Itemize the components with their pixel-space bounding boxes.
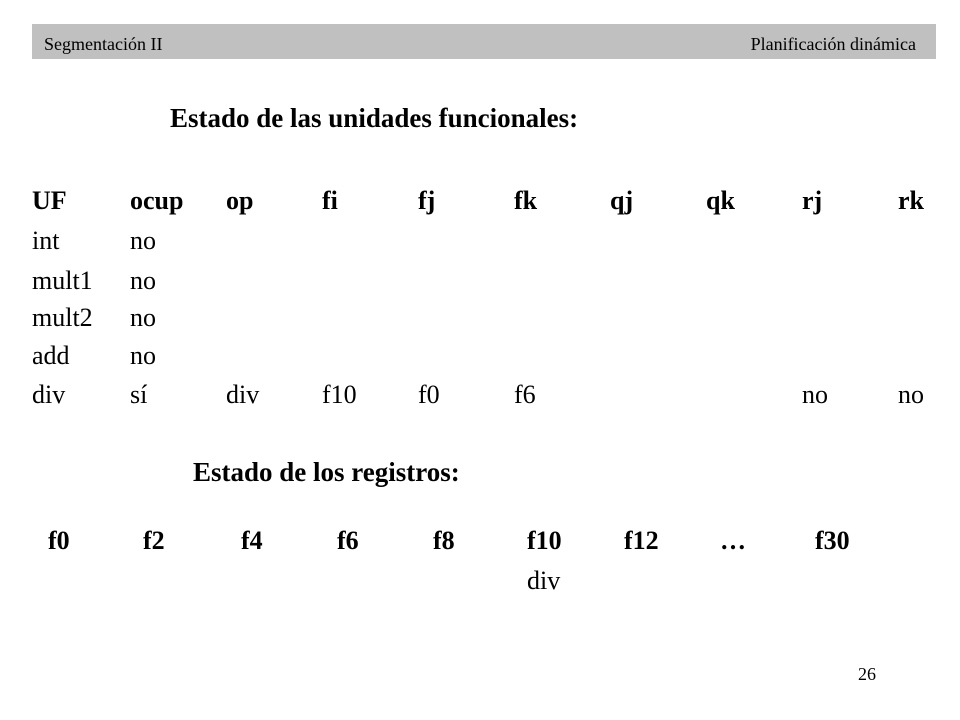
header-section-title: Segmentación II [44,34,163,54]
uf-table-cell: no [802,380,828,409]
uf-table-cell: div [226,380,260,409]
register-name: … [720,526,746,555]
register-name: f2 [143,526,165,555]
uf-table-cell: f6 [514,380,536,409]
uf-table-cell: no [130,341,156,370]
functional-units-heading: Estado de las unidades funcionales: [170,103,579,133]
uf-table-cell: mult1 [32,266,93,295]
uf-column-header: qj [610,186,634,215]
register-value: div [527,566,561,595]
uf-column-header: rk [898,186,924,215]
header-topic-title: Planificación dinámica [750,34,916,54]
register-name: f12 [624,526,659,555]
uf-table-cell: no [130,303,156,332]
uf-column-header: UF [32,186,67,215]
uf-table-cell: int [32,226,60,255]
page-number: 26 [858,664,876,684]
uf-column-header: fi [322,186,338,215]
register-name: f8 [433,526,455,555]
uf-column-header: fj [418,186,436,215]
register-name: f4 [241,526,263,555]
register-name: f10 [527,526,562,555]
uf-column-header: ocup [130,186,184,215]
uf-column-header: op [226,186,254,215]
uf-table-cell: div [32,380,66,409]
uf-table-cell: mult2 [32,303,93,332]
header-bar [32,24,936,59]
uf-table-cell: no [130,266,156,295]
uf-table-cell: no [898,380,924,409]
uf-table-cell: sí [130,380,148,409]
uf-column-header: qk [706,186,735,215]
uf-table-cell: f10 [322,380,357,409]
uf-column-header: rj [802,186,823,215]
uf-table-cell: add [32,341,70,370]
uf-table-cell: no [130,226,156,255]
registers-heading: Estado de los registros: [193,457,460,487]
register-name: f0 [48,526,70,555]
register-name: f6 [337,526,359,555]
register-name: f30 [815,526,850,555]
uf-column-header: fk [514,186,538,215]
uf-table-cell: f0 [418,380,440,409]
